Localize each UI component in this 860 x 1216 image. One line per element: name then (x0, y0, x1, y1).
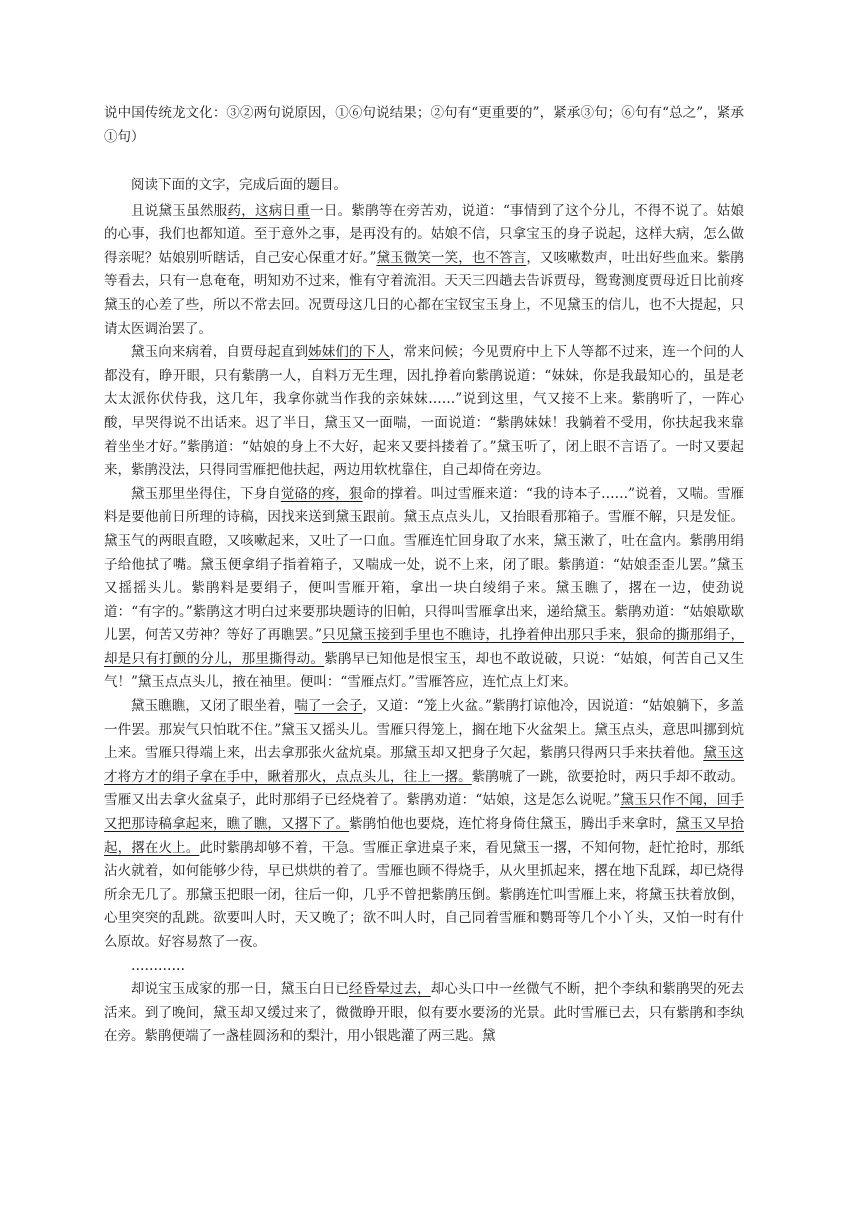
passage-paragraph (104, 978, 744, 1049)
reading-instruction: 阅读下面的文字，完成后面的题目。 (131, 177, 347, 193)
underlined-text: 姊妹们的下人 (308, 344, 390, 361)
text-run: 黛玉那里坐得住，下身自 (131, 485, 281, 502)
text-run: 却说宝玉成家的那一日，黛玉白日已 (131, 981, 349, 998)
text-run: 紫鹃怕他也要烧，连忙将身倚住黛玉，腾出手来拿时， (349, 816, 677, 833)
underlined-text: 黛玉这才将方才的绢子拿在手中，瞅着那火，点点头儿，往上一撂。 (104, 745, 745, 785)
text-run: 一日。紫鹃等在旁苦劝，说道：“事情到了这个分儿，不得不说了。姑娘的心事，我们也都知道。至于意外之事，是再没有的。姑娘不信，只拿宝玉的身子说起，这样大病，怎么做得亲呢？姑娘别听瞎话，自己安心保重才好。” (104, 202, 745, 266)
passage-paragraph (104, 341, 744, 483)
text-run: 且说黛玉虽然服 (131, 202, 228, 219)
text-run: ，又道：“笼上火盆。”紫鹃打谅他冷，因说道：“姑娘躺下，多盖一件罢。那炭气只怕耽不住。”黛玉又摇头儿。雪雁只得笼上，搁在地下火盆架上。黛玉点头，意思叫挪到炕上来。雪雁只得端上来，出去拿那张火盆炕桌。那黛玉却又把身子欠起，紫鹃只得两只手来扶着他。 (104, 698, 744, 762)
text-run: 此时紫鹃却够不着，干急。雪雁正拿进桌子来，看见黛玉一撂，不知何物，赶忙抢时，那纸沾火就着，如何能够少待，早已烘烘的着了。雪雁也顾不得烧手，从火里抓起来，撂在地下乱踩，却已烧得所余无几了。那黛玉把眼一闭，往后一仰，几乎不曾把紫鹃压倒。紫鹃连忙叫雪雁上来，将黛玉扶着放倒，心里突突的乱跳。欲要叫人时，天又晚了；欲不叫人时，自己同着雪雁和鹦哥等几个小丫头，又怕一时有什么原故。好容易熬了一夜。 (104, 839, 745, 950)
passage-paragraph (104, 695, 744, 955)
underlined-text: 黛玉又早拾起，撂在火上。 (104, 816, 745, 856)
text-run: 却心头口中一丝微气不断，把个李纨和紫鹃哭的死去活来。到了晚间，黛玉却又缓过来了，微微睁开眼，似有要水要汤的光景。此时雪雁已去，只有紫鹃和李纨在旁。紫鹃便端了一盏桂圆汤和的梨汁，用小银匙灌了两三匙。黛 (104, 981, 744, 1045)
text-run: 紫鹃唬了一跳，欲要抢时，两只手却不敢动。雪雁又出去拿火盆桌子，此时那绢子已经烧着了。紫鹃劝道：“姑娘，这是怎么说呢。” (104, 768, 745, 809)
passage-paragraph (104, 955, 744, 979)
text-run: 紫鹃早已知他是恨宝玉，却也不敢说破，只说：“姑娘，何苦自己又生气！”黛玉点点头儿，掖在袖里。便叫：“雪雁点灯。”雪雁答应，连忙点上灯来。 (104, 650, 745, 691)
text-run: ，又咳嗽数声，吐出好些血来。紫鹃等看去，只有一息奄奄，明知劝不过来，惟有守着流泪。天天三四趟去告诉贾母，鸳鸯测度贾母近日比前疼黛玉的心差了些，所以不常去回。况贾母这几日的心都在宝钗宝玉身上，不见黛玉的信儿，也不大提起，只请太医调治罢了。 (104, 249, 745, 337)
passage-paragraph (104, 200, 744, 342)
underlined-text: 经昏晕过去， (349, 981, 431, 998)
text-run: 说中国传统龙文化：③②两句说原因，①⑥句说结果；②句有“更重要的”，紧承③句；⑥句有“总之”，紧承①句） (104, 105, 744, 145)
underlined-text: 黛玉只作不闻，回手又把那诗稿拿起来，瞧了瞧，又撂下了。 (104, 792, 745, 833)
answer-explanation (104, 102, 744, 149)
text-run: ，常来问候；今见贾府中上下人等都不过来，连一个问的人都没有，睁开眼，只有紫鹃一人，自料万无生理，因扎挣着向紫鹃说道：“妹妹，你是我最知心的，虽是老太太派你伏侍我，这几年，我拿你就当作我的亲妹妹……”说到这里，气又接不上来。紫鹃听了，一阵心酸，早哭得说不出话来。迟了半日，黛玉又一面喘，一面说道：“紫鹃妹妹！我躺着不受用，你扶起我来靠着坐坐才好。”紫鹃道：“姑娘的身上不大好，起来又要抖搂着了。”黛玉听了，闭上眼不言语了。一时又要起来，紫鹃没法，只得同雪雁把他扶起，两边用软枕靠住，自己却倚在旁边。 (104, 344, 744, 479)
underlined-text: 觉硌的疼，狠 (280, 485, 363, 502)
text-run: 命的撑着。叫过雪雁来道：“我的诗本子……”说着，又喘。雪雁料是要他前日所理的诗稿，因找来送到黛玉跟前。黛玉点点头儿，又抬眼看那箱子。雪雁不解，只是发怔。黛玉气的两眼直瞪，又咳嗽起来，又吐了一口血。雪雁连忙回身取了水来，黛玉漱了，吐在盒内。紫鹃用绢子给他拭了嘴。黛玉便拿绢子指着箱子，又喘成一处，说不上来，闭了眼。紫鹃道：“姑娘歪歪儿罢。”黛玉又摇摇头儿。紫鹃料是要绢子，便叫雪雁开箱，拿出一块白绫绢子来。黛玉瞧了，撂在一边，使劲说道：“有字的。”紫鹃这才明白过来要那块题诗的旧帕，只得叫雪雁拿出来，递给黛玉。紫鹃劝道：“姑娘歇歇儿罢，何苦又劳神？等好了再瞧罢。” (104, 485, 745, 644)
explanation-text (104, 102, 744, 149)
underlined-text: 药，这病日重 (227, 202, 311, 219)
passage-paragraphs (104, 200, 744, 1049)
reading-passage (104, 174, 744, 1049)
text-run: 黛玉瞧瞧，又闭了眼坐着， (131, 698, 295, 715)
underlined-text: 黛玉微笑一笑，也不答言 (376, 249, 527, 266)
text-run: ………… (131, 957, 185, 974)
underlined-text: 只见黛玉接到手里也不瞧诗，扎挣着伸出那只手来，狠命的撕那绢子，却是只有打颤的分儿，那里撕得动。 (104, 627, 745, 667)
passage-paragraph (104, 483, 744, 695)
text-run: 黛玉向来病着，自贾母起直到 (131, 344, 309, 361)
underlined-text: 喘了一会子 (294, 698, 363, 715)
